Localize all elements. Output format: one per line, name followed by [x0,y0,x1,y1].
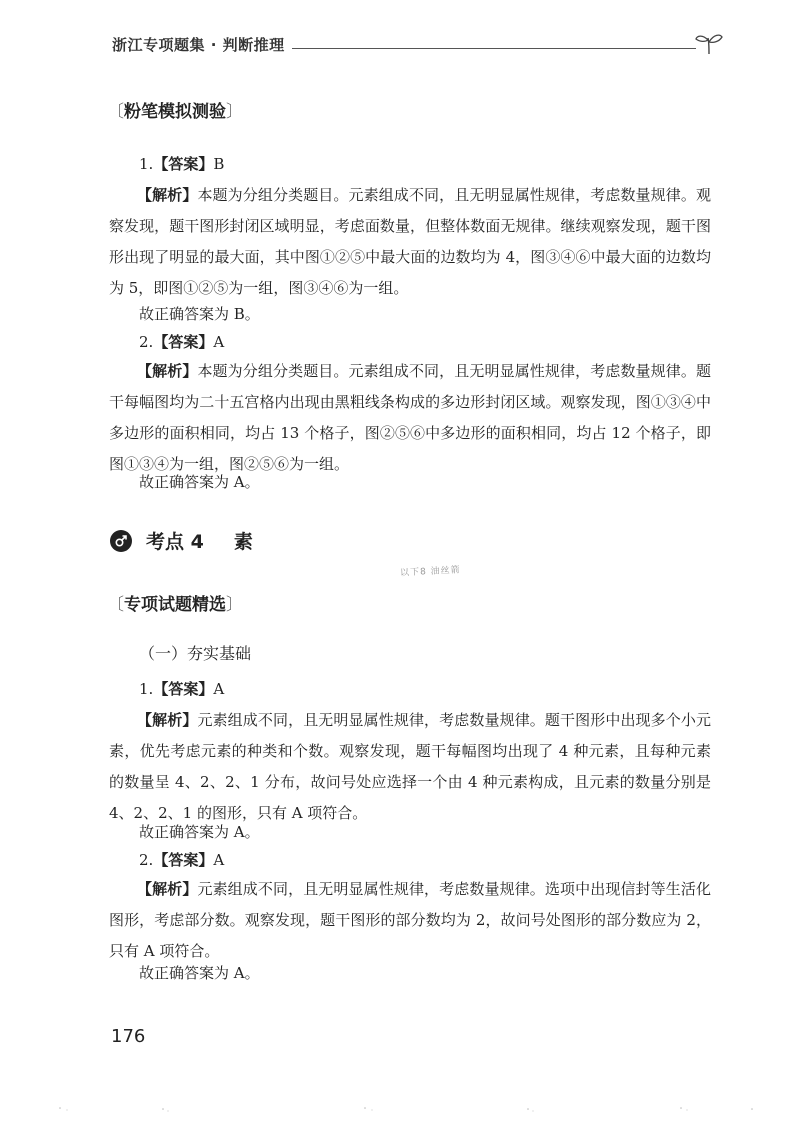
section-title-mock [107,97,243,122]
topic-name: 素 [233,531,253,553]
analysis-label: 【解析】 [137,186,198,204]
topic-label: 考点 4 [146,531,204,553]
answer-value: B [213,155,225,173]
male-symbol-icon [110,530,132,552]
analysis-label: 【解析】 [137,880,198,898]
item-number: 1. [139,680,154,698]
analysis-paragraph [109,705,711,829]
scan-specks [0,1100,800,1120]
analysis-paragraph [109,356,711,480]
analysis-text: 元素组成不同，且无明显属性规律，考虑数量规律。选项中出现信封等生活化图形，考虑部分数。观察发现，题干图形的部分数均为 2，故问号处图形的部分数应为 2，只有 A 项符合。 [109,880,711,960]
topic-heading [110,527,253,554]
answer-value: A [213,680,225,698]
sub-heading: （一）夯实基础 [139,644,252,663]
page-number: 176 [111,1026,146,1047]
answer-label: 【答案】 [153,155,214,173]
conclusion-line: 故正确答案为 A。 [139,473,260,491]
header-title: 浙江专项题集 · 判断推理 [112,36,285,54]
answer-line [139,154,224,174]
analysis-paragraph [109,180,711,304]
answer-value: A [213,333,225,351]
conclusion-line: 故正确答案为 B。 [139,305,260,323]
header-rule [292,48,696,49]
item-number: 2. [139,333,154,351]
section-title-text: 专项试题精选 [124,595,226,615]
answer-line [139,850,224,870]
bracket-open: 〔 [107,595,124,615]
item-number: 1. [139,155,154,173]
answer-label: 【答案】 [153,851,214,869]
answer-value: A [213,851,225,869]
conclusion-line: 故正确答案为 A。 [139,964,260,982]
analysis-label: 【解析】 [137,362,198,380]
answer-line [139,332,224,352]
sprout-icon [694,30,724,56]
answer-label: 【答案】 [153,333,214,351]
handwritten-note: 以下8 油丝箭 [399,565,461,579]
section-title-text: 粉笔模拟测验 [124,102,226,122]
analysis-text: 本题为分组分类题目。元素组成不同，且无明显属性规律，考虑数量规律。题干每幅图均为二十五宫格内出现由黑粗线条构成的多边形封闭区域。观察发现，图①③④中多边形的面积相同，均占 13 个格子，图②⑤⑥中多边形的面积相同，均占 12 个格子，即图①③④为一组，图②⑤⑥为一组。 [109,362,711,473]
running-header [112,34,724,62]
analysis-paragraph [109,874,711,967]
answer-label: 【答案】 [153,680,214,698]
analysis-text: 本题为分组分类题目。元素组成不同，且无明显属性规律，考虑数量规律。观察发现，题干图形封闭区域明显，考虑面数量，但整体数面无规律。继续观察发现，题干图形出现了明显的最大面，其中图①②⑤中最大面的边数均为 4，图③④⑥中最大面的边数均为 5，即图①②⑤为一组，图③④⑥为一组。 [109,186,711,297]
answer-line [139,679,224,699]
bracket-close: 〕 [226,595,243,615]
analysis-label: 【解析】 [137,711,198,729]
item-number: 2. [139,851,154,869]
bracket-open: 〔 [107,102,124,122]
bracket-close: 〕 [226,102,243,122]
section-title-selected [107,590,243,615]
conclusion-line: 故正确答案为 A。 [139,823,260,841]
analysis-text: 元素组成不同，且无明显属性规律，考虑数量规律。题干图形中出现多个小元素，优先考虑元素的种类和个数。观察发现，题干每幅图均出现了 4 种元素，且每种元素的数量呈 4、2、2、1 分布，故问号处应选择一个由 4 种元素构成，且元素的数量分别是 4、2、2、1 的图形，只有 A 项符合。 [109,711,711,822]
